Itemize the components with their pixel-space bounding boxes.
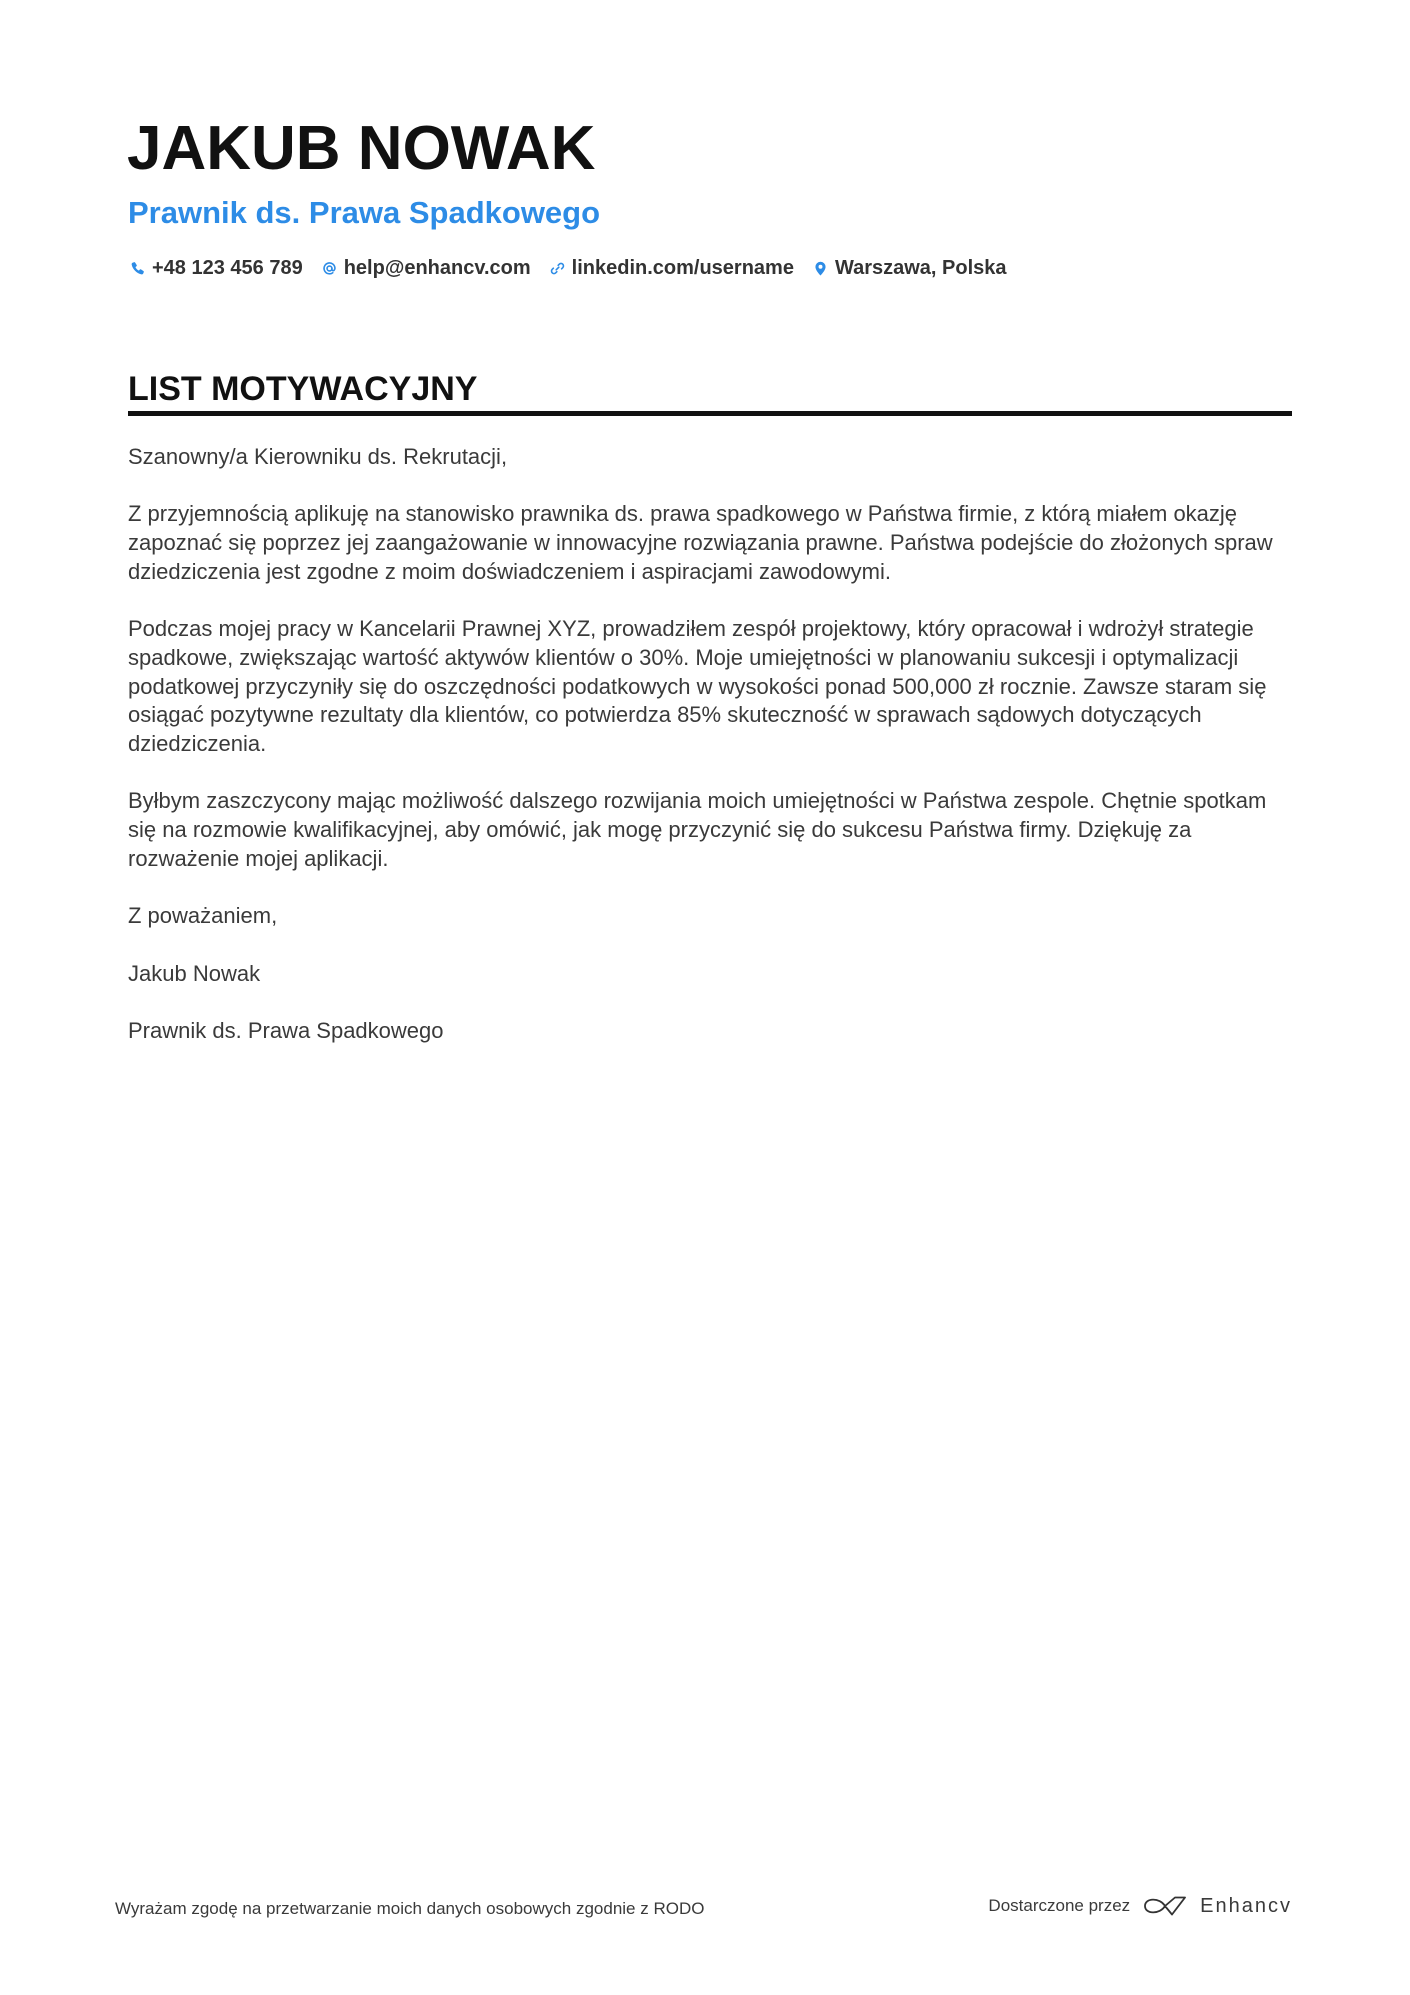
location-text: Warszawa, Polska bbox=[834, 257, 1007, 279]
contact-location bbox=[813, 256, 1007, 280]
linkedin-link[interactable]: linkedin.com/username bbox=[571, 257, 794, 279]
candidate-name: JAKUB NOWAK bbox=[127, 114, 596, 183]
paragraph-line: dziedziczenia. bbox=[128, 731, 267, 756]
letter-body bbox=[128, 443, 1308, 1074]
job-title: Prawnik ds. Prawa Spadkowego bbox=[128, 195, 601, 230]
contact-row bbox=[130, 256, 1007, 280]
paragraph-line: osiągać pozytywne rezultaty dla klientów, co potwierdza 85% skuteczność w sprawach sądowych dotyczących bbox=[128, 702, 1202, 728]
greeting-text: Szanowny/a Kierowniku ds. Rekrutacji, bbox=[128, 444, 508, 469]
paragraph-line: Podczas mojej pracy w Kancelarii Prawnej XYZ, prowadziłem zespół projektowy, który opracował i wdrożył strategie bbox=[128, 616, 1254, 642]
paragraph-3 bbox=[128, 787, 1308, 873]
section-heading: LIST MOTYWACYJNY bbox=[128, 370, 478, 408]
contact-phone bbox=[130, 256, 303, 280]
signature-name bbox=[128, 960, 1308, 989]
powered-by-enhancv[interactable] bbox=[988, 1891, 1292, 1921]
email-link[interactable]: help@enhancv.com bbox=[343, 257, 531, 279]
paragraph-line: Byłbym zaszczycony mając możliwość dalszego rozwijania moich umiejętności w Państwa zespole. Chętnie spotkam bbox=[128, 788, 1267, 814]
signature-title-text: Prawnik ds. Prawa Spadkowego bbox=[128, 1017, 444, 1043]
paragraph-2 bbox=[128, 615, 1308, 759]
paragraph-line: spadkowe, zwiększając wartość aktywów klientów o 30%. Moje umiejętności w planowaniu sukcesji i optymalizacji bbox=[128, 644, 1239, 670]
powered-by-label: Dostarczone przez bbox=[988, 1896, 1131, 1915]
enhancv-wordmark: Enhancv bbox=[1200, 1895, 1292, 1917]
paragraph-1 bbox=[128, 500, 1308, 586]
paragraph-line: Z przyjemnością aplikuję na stanowisko prawnika ds. prawa spadkowego w Państwa firmie, z którą miałem okazję bbox=[128, 501, 1238, 527]
section-divider bbox=[128, 411, 1292, 416]
enhancv-logo-icon bbox=[1142, 1894, 1188, 1918]
signature-name-text: Jakub Nowak bbox=[128, 960, 261, 986]
contact-linkedin[interactable] bbox=[550, 256, 794, 280]
phone-text: +48 123 456 789 bbox=[152, 257, 303, 279]
closing bbox=[128, 902, 1308, 931]
paragraph-line: zapoznać się poprzez jej zaangażowanie w innowacyjne rozwiązania prawne. Państwa podejście do złożonych spraw bbox=[128, 530, 1273, 556]
paragraph-line: dziedziczenia jest zgodne z moim doświadczeniem i aspiracjami zawodowymi. bbox=[128, 558, 891, 584]
paragraph-line: podatkowej przyczyniły się do oszczędności podatkowych w wysokości ponad 500,000 zł rocznie. Zawsze staram się bbox=[128, 673, 1267, 699]
location-pin-icon bbox=[813, 261, 828, 276]
rodo-consent: Wyrażam zgodę na przetwarzanie moich danych osobowych zgodnie z RODO bbox=[115, 1899, 705, 1918]
at-sign-icon bbox=[322, 261, 337, 276]
signature-title bbox=[128, 1017, 1308, 1046]
greeting bbox=[128, 443, 1308, 472]
link-icon bbox=[550, 261, 565, 276]
phone-icon bbox=[130, 261, 145, 276]
paragraph-line: się na rozmowie kwalifikacyjnej, aby omówić, jak mogę przyczynić się do sukcesu Państwa firmy. Dziękuję za bbox=[128, 817, 1192, 843]
contact-email[interactable] bbox=[322, 256, 531, 280]
closing-text: Z poważaniem, bbox=[128, 903, 278, 929]
paragraph-line: rozważenie mojej aplikacji. bbox=[128, 845, 389, 871]
